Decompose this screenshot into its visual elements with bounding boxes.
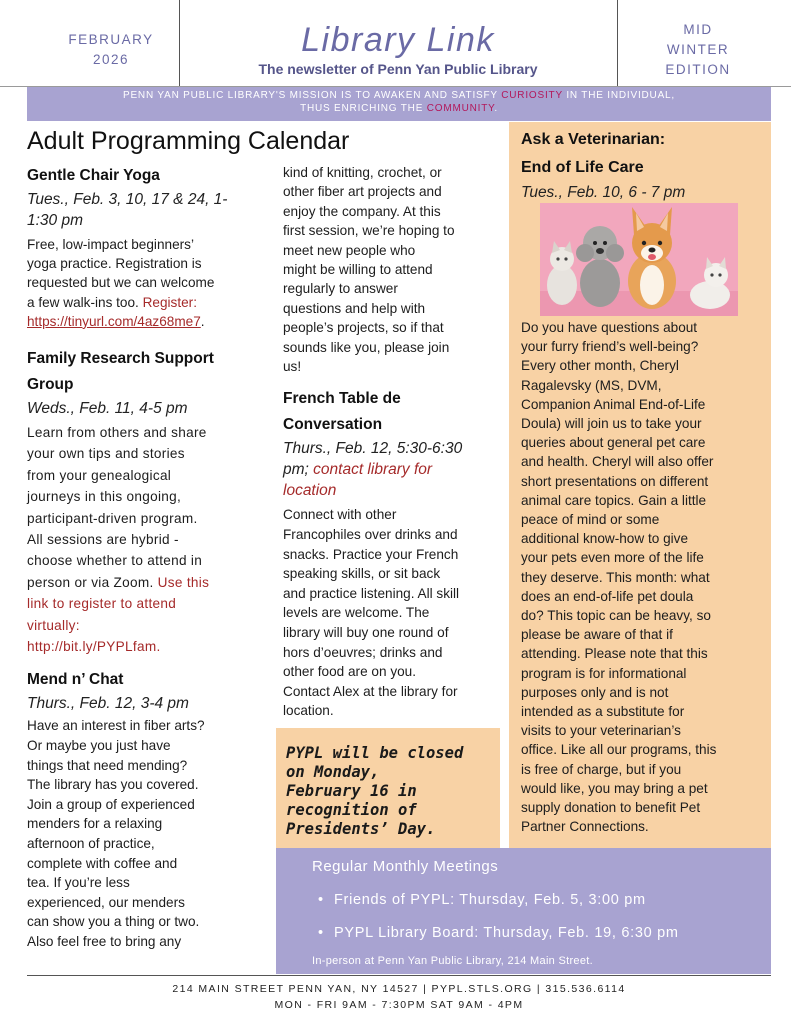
french-table-event [283, 386, 505, 721]
event-when: pm; contact library for [283, 461, 433, 479]
bullet-icon: • [318, 925, 324, 941]
bullet-icon: • [318, 892, 324, 908]
event-when: Tues., Feb. 3, 10, 17 & 24, 1- [27, 191, 228, 208]
event-title: Family Research Support [27, 350, 214, 368]
issue-month: FEBRUARY [68, 32, 154, 47]
mission-line-2: THUS ENRICHING THE COMMUNITY. [300, 103, 498, 114]
mend-chat-continued: kind of knitting, crochet, or other fiber art projects and enjoy the company. At this first session, we’re hoping to meet new people who might be willing to attend regularly to answer questions and help with people’s projects, so if that sounds like you, please join us! [283, 165, 455, 375]
edition-line: MID [683, 22, 713, 37]
mend-chat-event [27, 667, 272, 951]
closure-line: Presidents’ Day. [286, 820, 436, 838]
event-body: Learn from others and share your own tips and stories from your genealogical journeys in this ongoing, participant-driven program. All sessions are hybrid - choose whether to attend in person or via Zoom. Use this link to register to attend virtually: http://bit.ly/PYPLfam. [27, 422, 272, 657]
event-title: Gentle Chair Yoga [27, 167, 160, 184]
event-title: Mend n’ Chat [27, 671, 124, 689]
closure-line: on Monday, [286, 763, 380, 781]
middle-column [283, 163, 505, 721]
pets-photo-icon [540, 203, 738, 316]
mission-highlight: CURIOSITY [501, 90, 563, 101]
closure-line: PYPL will be closed [286, 744, 464, 762]
zoom-register-url[interactable]: http://bit.ly/PYPLfam. [27, 639, 161, 655]
yoga-register-link[interactable]: https://tinyurl.com/4az68me7 [27, 313, 201, 329]
event-body: Free, low-impact beginners’ yoga practice. Registration is requested but we can welcome a few walk-ins too. Register: https://tinyurl.com/4az68me7. [27, 237, 215, 329]
event-when: Weds., Feb. 11, 4-5 pm [27, 400, 188, 418]
zoom-register-link[interactable]: link to register to attend [27, 596, 177, 612]
footer-hours: MON - FRI 9AM - 7:30PM SAT 9AM - 4PM [274, 999, 524, 1011]
mission-line-1: PENN YAN PUBLIC LIBRARY'S MISSION IS TO AWAKEN AND SATISFY CURIOSITY IN THE INDIVIDUAL, [122, 90, 675, 101]
closure-line: February 16 in [286, 782, 417, 800]
event-title: Ask a Veterinarian: [521, 131, 666, 148]
meeting-item: • Friends of PYPL: Thursday, Feb. 5, 3:00 pm [318, 892, 646, 908]
vet-event [521, 126, 769, 203]
newsletter-subtitle: The newsletter of Penn Yan Public Library [258, 61, 538, 77]
meetings-note: In-person at Penn Yan Public Library, 214 Main Street. [312, 955, 593, 967]
event-body: Have an interest in fiber arts? Or maybe you just have things that need mending? The library has you covered. Join a group of experienced menders for a relaxing afternoon of practice, complete with coffee and tea. If you’re less experienced, our menders can show you a thing or two. Also feel free to bring any [27, 718, 205, 950]
meetings-heading: Regular Monthly Meetings [312, 858, 499, 875]
vet-event-body: Do you have questions about your furry friend’s well-being? Every other month, Cheryl Ragalevsky (MS, DVM, Companion Animal End-of-Life Doula) will join us to take your queries about general pet care and health. Cheryl will also offer short presentations on different animal care topics. Gain a little peace of mind or some additional know-how to give your pets even more of the life they deserve. This month: what does an end-of-life pet doula do? This topic can be heavy, so please be aware of that if attending. Please note that this program is for informational purposes only and is not intended as a substitute for visits to your veterinarian’s office. Like all our programs, this is free of charge, but if you would like, you may bring a pet supply donation to benefit Pet Partner Connections. [521, 320, 717, 835]
event-title: Conversation [283, 416, 383, 434]
event-when: Thurs., Feb. 12, 3-4 pm [27, 695, 189, 713]
issue-year: 2026 [92, 52, 130, 67]
edition-label [628, 20, 768, 80]
register-label: Register: [142, 294, 197, 310]
header-divider-right [617, 0, 618, 86]
issue-date [50, 30, 172, 70]
event-title: End of Life Care [521, 159, 644, 176]
monthly-meetings-box [276, 848, 771, 974]
footer-address: 214 MAIN STREET PENN YAN, NY 14527 | PYPL.STLS.ORG | 315.536.6114 [172, 983, 626, 995]
event-when: Tues., Feb. 10, 6 - 7 pm [521, 184, 686, 201]
event-body: Connect with other Francophiles over drinks and snacks. Practice your French speaking skills, or sit back and practice listening. All skill levels are welcome. The library will buy one round of hors d’oeuvres; drinks and other food are on you. Contact Alex at the library for location. [283, 507, 460, 719]
mission-highlight: COMMUNITY [426, 103, 495, 114]
family-research-event [27, 346, 272, 657]
zoom-register-link[interactable]: virtually: [27, 617, 80, 633]
event-when: 1:30 pm [27, 212, 84, 229]
calendar-heading: Adult Programming Calendar [27, 127, 350, 155]
closure-line: recognition of [286, 801, 417, 819]
event-when: Thurs., Feb. 12, 5:30-6:30 [283, 440, 463, 458]
contact-library-note: location [283, 482, 337, 500]
footer-rule [27, 975, 771, 976]
contact-library-note: contact library for [313, 461, 433, 479]
edition-line: EDITION [665, 62, 731, 77]
event-title: French Table de [283, 390, 401, 408]
meeting-item: • PYPL Library Board: Thursday, Feb. 19, 6:30 pm [318, 925, 679, 941]
edition-line: WINTER [666, 42, 730, 57]
mission-banner [27, 87, 771, 121]
newsletter-title: Library Link [301, 21, 495, 59]
zoom-register-link[interactable]: Use this [157, 574, 210, 590]
yoga-event [27, 163, 272, 331]
closure-notice [276, 728, 500, 848]
event-title: Group [27, 376, 74, 394]
